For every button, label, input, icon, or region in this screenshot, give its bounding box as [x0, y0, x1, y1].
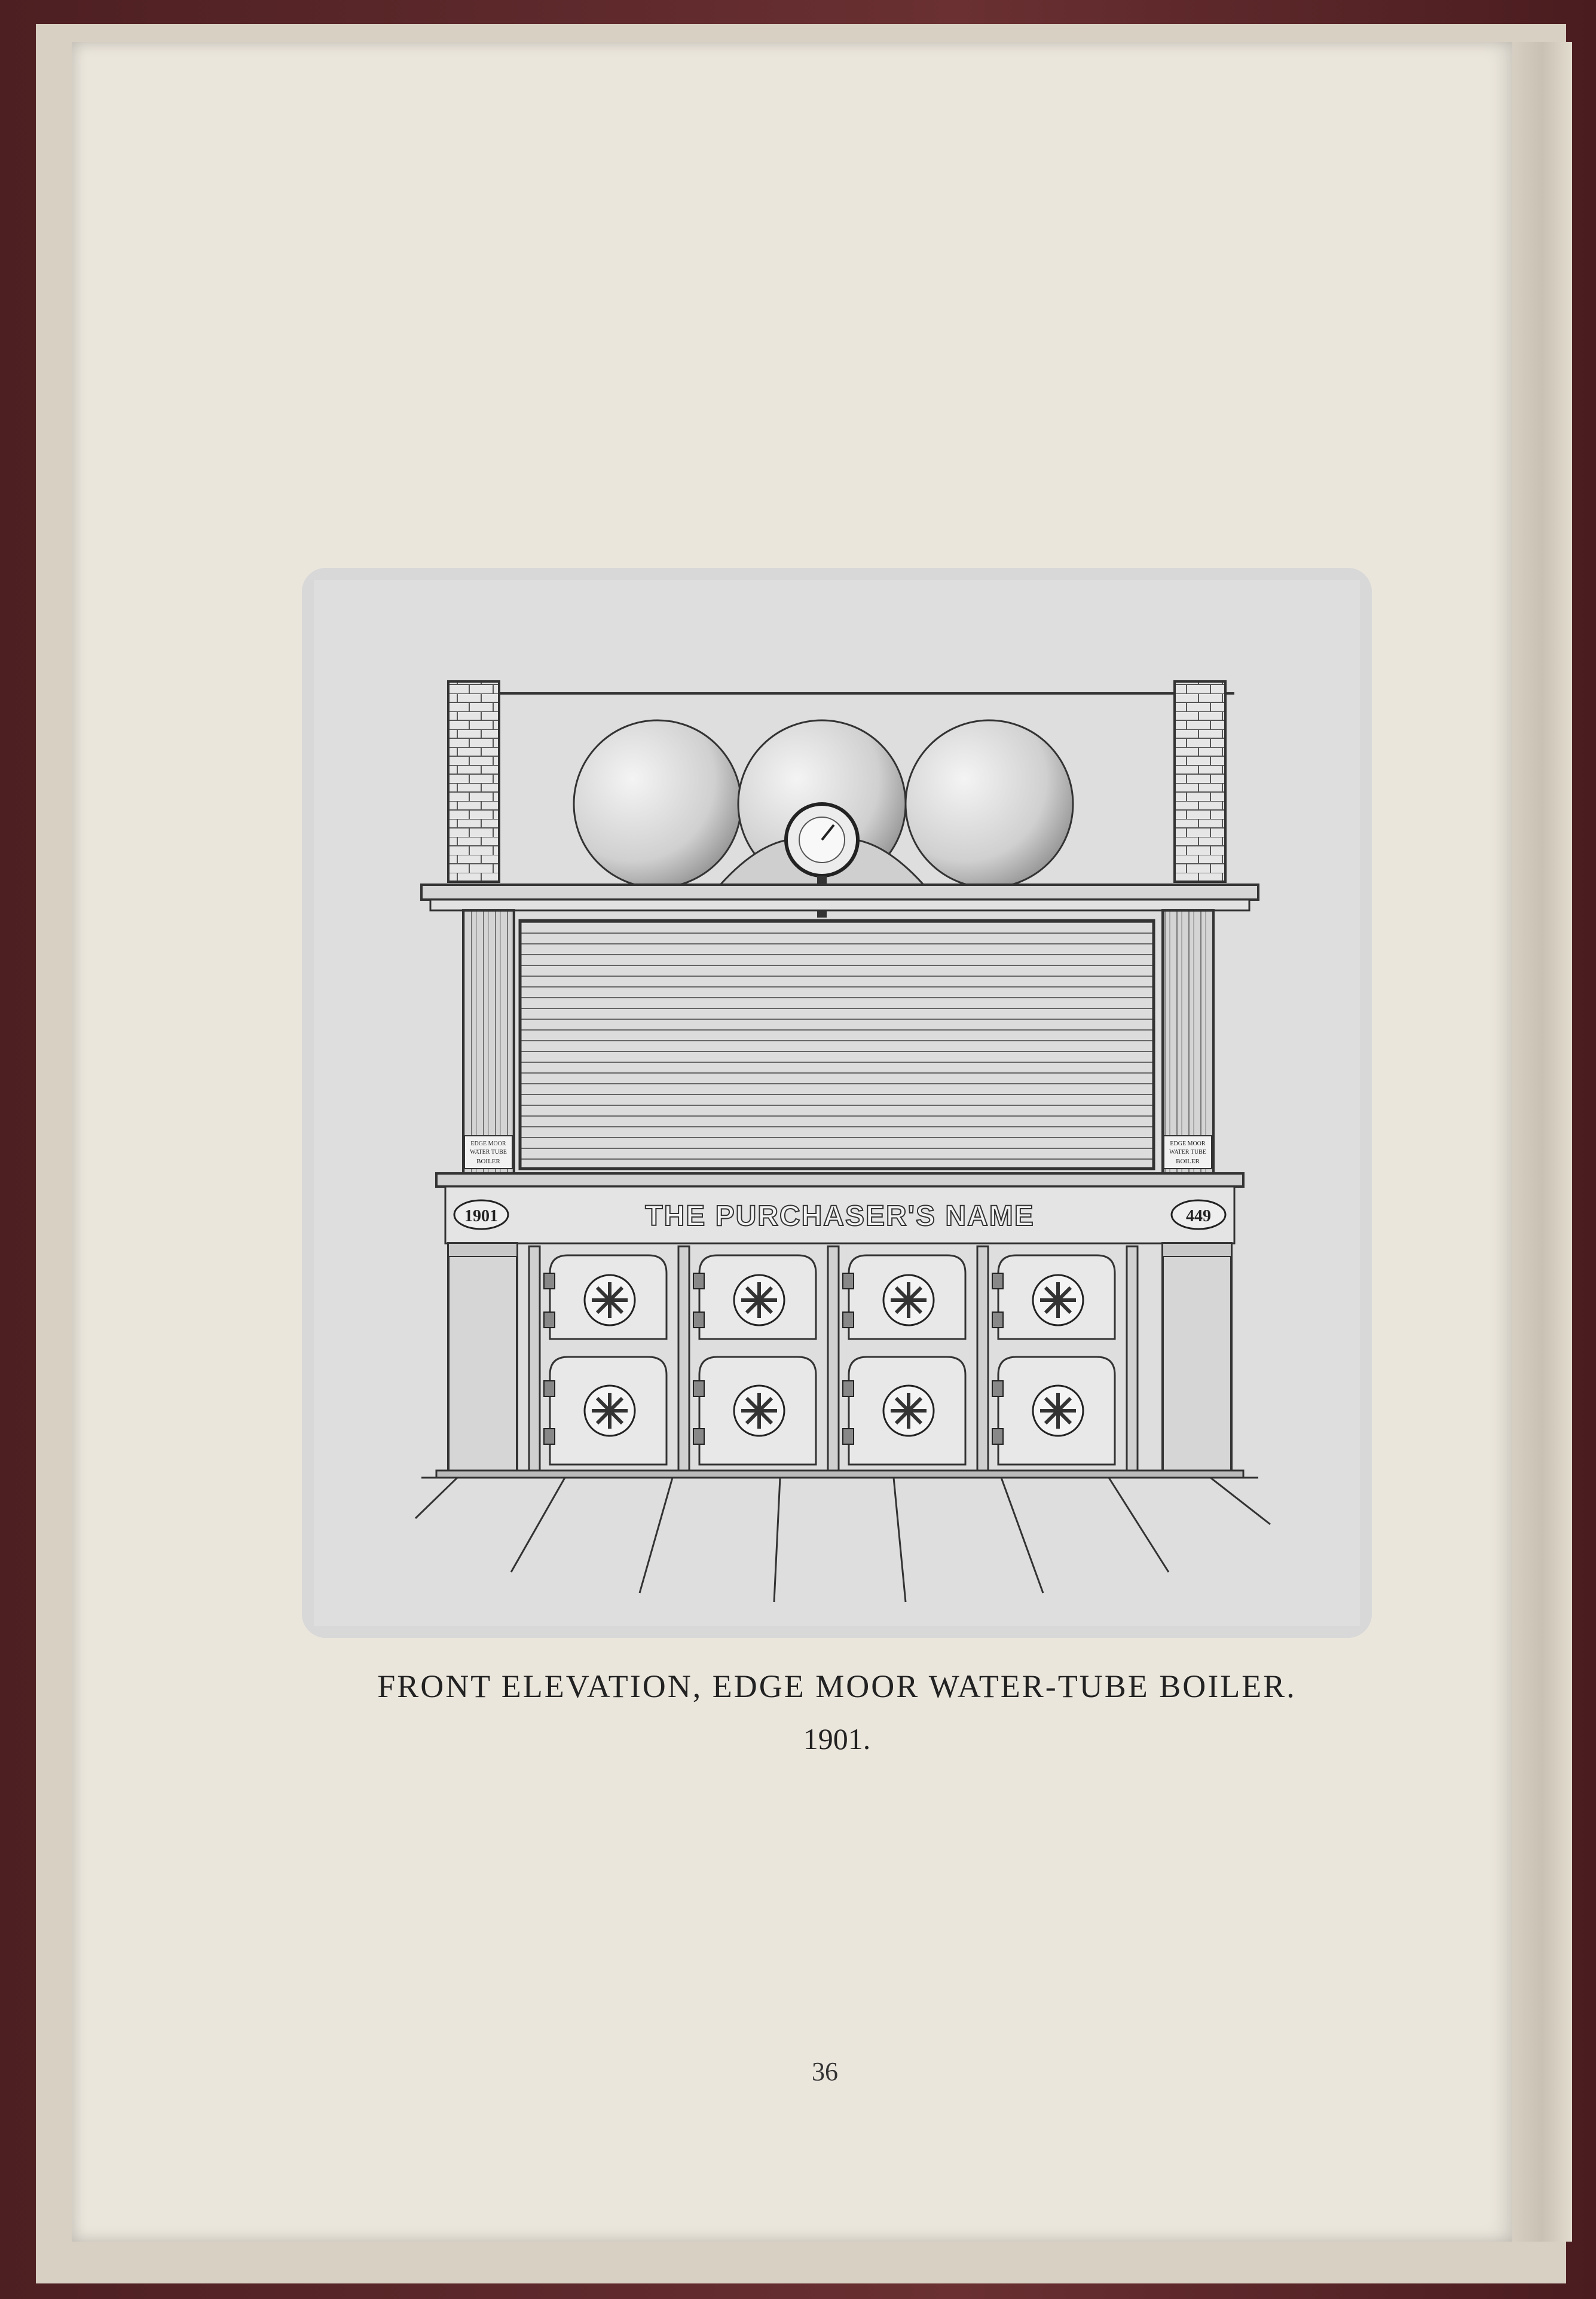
figure-caption: FRONT ELEVATION, EDGE MOOR WATER-TUBE BOILER.: [377, 1668, 1297, 1704]
facing-page-edge: [1512, 42, 1572, 2242]
right-fluted-pilaster: [1163, 910, 1213, 1173]
left-brick-column: [448, 681, 499, 882]
right-lower-pier: [1163, 1243, 1231, 1473]
left-maker-plate-line3: BOILER: [476, 1158, 500, 1165]
left-lower-pier: [448, 1243, 517, 1473]
boiler-drawing: [302, 568, 1372, 1638]
purchaser-nameplate: THE PURCHASER'S NAME: [645, 1200, 1035, 1232]
page-number: 36: [812, 2057, 838, 2086]
boiler-base: [436, 1470, 1243, 1478]
right-maker-plate-line2: WATER TUBE: [1169, 1149, 1206, 1155]
left-maker-plate-line1: EDGE MOOR: [470, 1141, 506, 1147]
upper-cornice: [421, 885, 1258, 900]
right-maker-plate-line3: BOILER: [1176, 1158, 1200, 1165]
boiler-illustration: [302, 568, 1372, 1638]
louvered-front-panel: [520, 921, 1154, 1169]
right-brick-column: [1175, 681, 1225, 882]
left-badge-text: 1901: [464, 1207, 498, 1225]
right-maker-plate-line1: EDGE MOOR: [1170, 1141, 1206, 1147]
left-maker-plate-line2: WATER TUBE: [470, 1149, 507, 1155]
right-badge-text: 449: [1186, 1207, 1211, 1225]
left-fluted-pilaster: [463, 910, 514, 1173]
lower-cornice: [436, 1173, 1243, 1187]
figure-year: 1901.: [803, 1722, 871, 1756]
steam-drum-left: [574, 720, 741, 888]
steam-drum-right: [906, 720, 1073, 888]
